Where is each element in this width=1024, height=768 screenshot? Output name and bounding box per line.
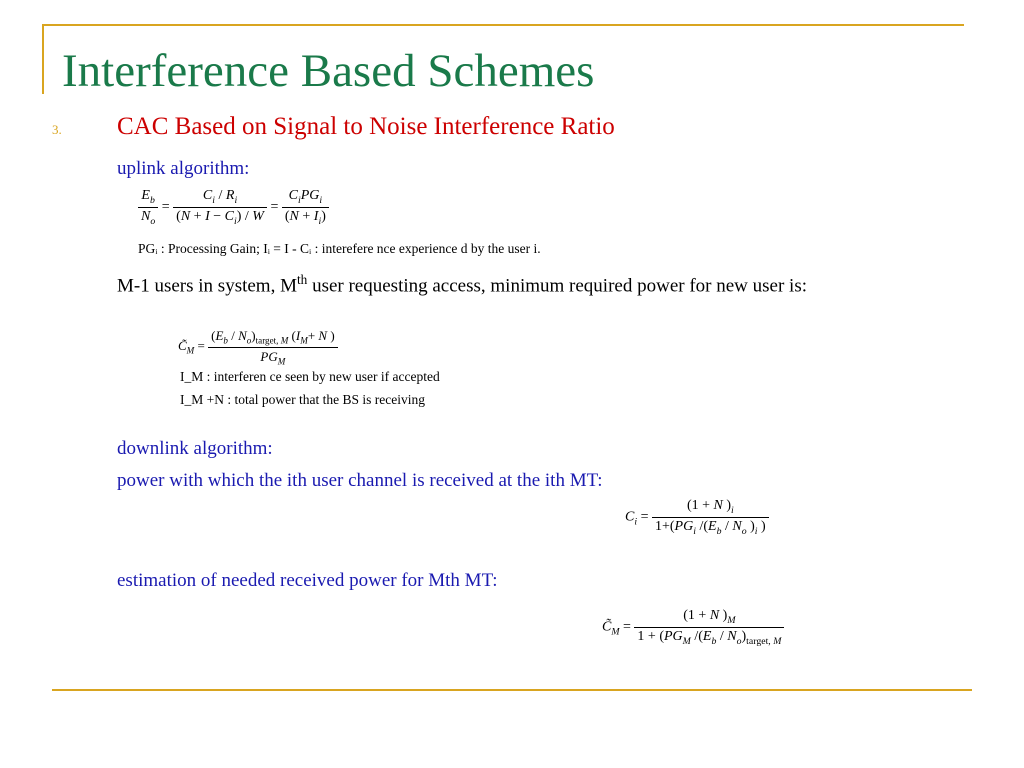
frame-left-line [42,24,44,94]
estimation-label: estimation of needed received power for Mth MT: [117,570,498,591]
im-note-2: I_M +N : total power that the BS is receiving [180,392,425,407]
downlink-label: downlink algorithm: [117,438,273,459]
im-note-1: I_M : interferen ce seen by new user if accepted [180,369,440,384]
m-users-text: M-1 users in system, Mth user requesting access, minimum required power for new user is: [117,272,807,297]
downlink-equation: $C_i$ = $\frac{(1 + N )_i}{1+(PG_i /(E_b / N_o )_i )}$ [625,498,769,537]
mth-mt-equation: $C̃_M$ = $\frac{(1 + N )_M}{1 + (PG_M /(E_b / N_o)_{target, M}}$ [602,608,784,647]
section-heading: CAC Based on Signal to Noise Interference Ratio [117,113,615,140]
frame-bottom-line [52,689,972,691]
uplink-equation: $\frac{E_b}{N_o}$ = $\frac{C_i / R_i}{(N + I - C_i) / W}$ = $\frac{C_iPG_i}{(N + I_i)}$ [138,188,329,227]
item-number: 3. [52,122,62,137]
uplink-label: uplink algorithm: [117,158,250,179]
uplink-note: PGᵢ : Processing Gain; Iᵢ = I - Cᵢ : interefere nce experience d by the user i. [138,241,541,256]
new-user-power-equation: $C̃_M$ = $\frac{(E_b / N_o)_{target, M} (I_M+ N )}{PG_M}$ [178,328,338,366]
downlink-description: power with which the ith user channel is received at the ith MT: [117,470,603,491]
slide-title: Interference Based Schemes [62,45,595,97]
frame-top-line [42,24,964,26]
